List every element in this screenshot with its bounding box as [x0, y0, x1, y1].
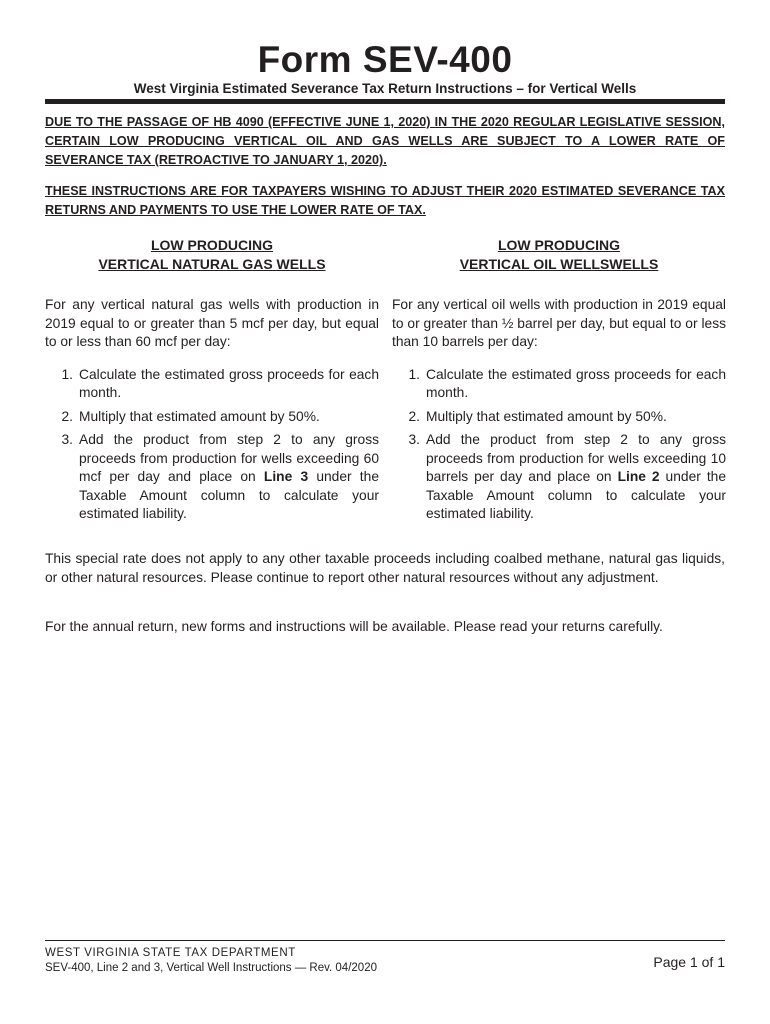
step-number: 1. [61, 366, 73, 382]
gas-steps [45, 366, 379, 524]
step-text-before: Add the product from step 2 to any gross proceeds from production for wells exceeding 10 barrels per day and place on [426, 432, 726, 484]
step-number: 2. [61, 408, 73, 424]
gas-heading-line1: LOW PRODUCING [150, 237, 274, 253]
oil-heading-line1: LOW PRODUCING [497, 237, 621, 253]
line-reference: Line 3 [263, 469, 309, 484]
oil-column-heading [392, 236, 726, 274]
purpose-notice: THESE INSTRUCTIONS ARE FOR TAXPAYERS WISHING TO ADJUST THEIR 2020 ESTIMATED SEVERANCE TAX RETURNS AND PAYMENTS TO USE THE LOWER RATE OF TAX. [45, 184, 725, 217]
oil-step [392, 366, 726, 403]
step-text: Multiply that estimated amount by 50%. [426, 408, 667, 424]
page-number: Page 1 of 1 [653, 954, 725, 970]
step-text-after: under the Taxable Amount column to calculate your estimated liability. [426, 469, 726, 521]
oil-step [392, 431, 726, 524]
annual-return-paragraph: For the annual return, new forms and instructions will be available. Please read your returns carefully. [45, 619, 663, 634]
oil-heading-line2: VERTICAL OIL WELLSWELLS [459, 256, 659, 272]
gas-step [45, 431, 379, 524]
step-text: Calculate the estimated gross proceeds for each month. [426, 366, 726, 400]
step-text-before: Add the product from step 2 to any gross proceeds from production for wells exceeding 60 mcf per day and place on [79, 432, 379, 484]
footer-department: WEST VIRGINIA STATE TAX DEPARTMENT [45, 947, 296, 959]
gas-step [45, 366, 379, 403]
gas-step [45, 408, 379, 427]
step-text-after: under the Taxable Amount column to calculate your estimated liability. [79, 469, 379, 521]
oil-steps [392, 366, 726, 524]
oil-intro: For any vertical oil wells with production in 2019 equal to or greater than ½ barrel per day, but equal to or less than 10 barrels per day: [392, 297, 726, 349]
step-number: 1. [408, 366, 420, 382]
step-number: 3. [408, 432, 420, 447]
step-text [79, 431, 379, 524]
legislation-notice: DUE TO THE PASSAGE OF HB 4090 (EFFECTIVE JUNE 1, 2020) IN THE 2020 REGULAR LEGISLATIVE SESSION, CERTAIN LOW PRODUCING VERTICAL OIL AND GAS WELLS ARE SUBJECT TO A LOWER RATE OF SEVERANCE TAX (RETROACTIVE TO JANUARY 1, 2020). [45, 115, 725, 167]
oil-step [392, 408, 726, 427]
gas-intro: For any vertical natural gas wells with production in 2019 equal to or greater than 5 mcf per day, but equal to or less than 60 mcf per day: [45, 297, 379, 349]
gas-wells-column [45, 236, 379, 529]
step-text: Multiply that estimated amount by 50%. [79, 408, 320, 424]
form-title: Form SEV-400 [257, 39, 513, 80]
header-rule [45, 99, 725, 104]
footer-form-line: SEV-400, Line 2 and 3, Vertical Well Instructions — Rev. 04/2020 [45, 962, 377, 974]
footer-rule [45, 940, 725, 941]
line-reference: Line 2 [617, 469, 660, 484]
step-number: 2. [408, 408, 420, 424]
special-rate-paragraph: This special rate does not apply to any other taxable proceeds including coalbed methane, natural gas liquids, or other natural resources. Please continue to report other natural resources without any adjustment. [45, 551, 725, 585]
gas-heading-line2: VERTICAL NATURAL GAS WELLS [98, 256, 326, 272]
step-text [426, 431, 726, 524]
form-subtitle: West Virginia Estimated Severance Tax Return Instructions – for Vertical Wells [133, 81, 637, 96]
step-text: Calculate the estimated gross proceeds for each month. [79, 366, 379, 400]
gas-column-heading [45, 236, 379, 274]
oil-wells-column [392, 236, 726, 529]
step-number: 3. [61, 432, 73, 447]
